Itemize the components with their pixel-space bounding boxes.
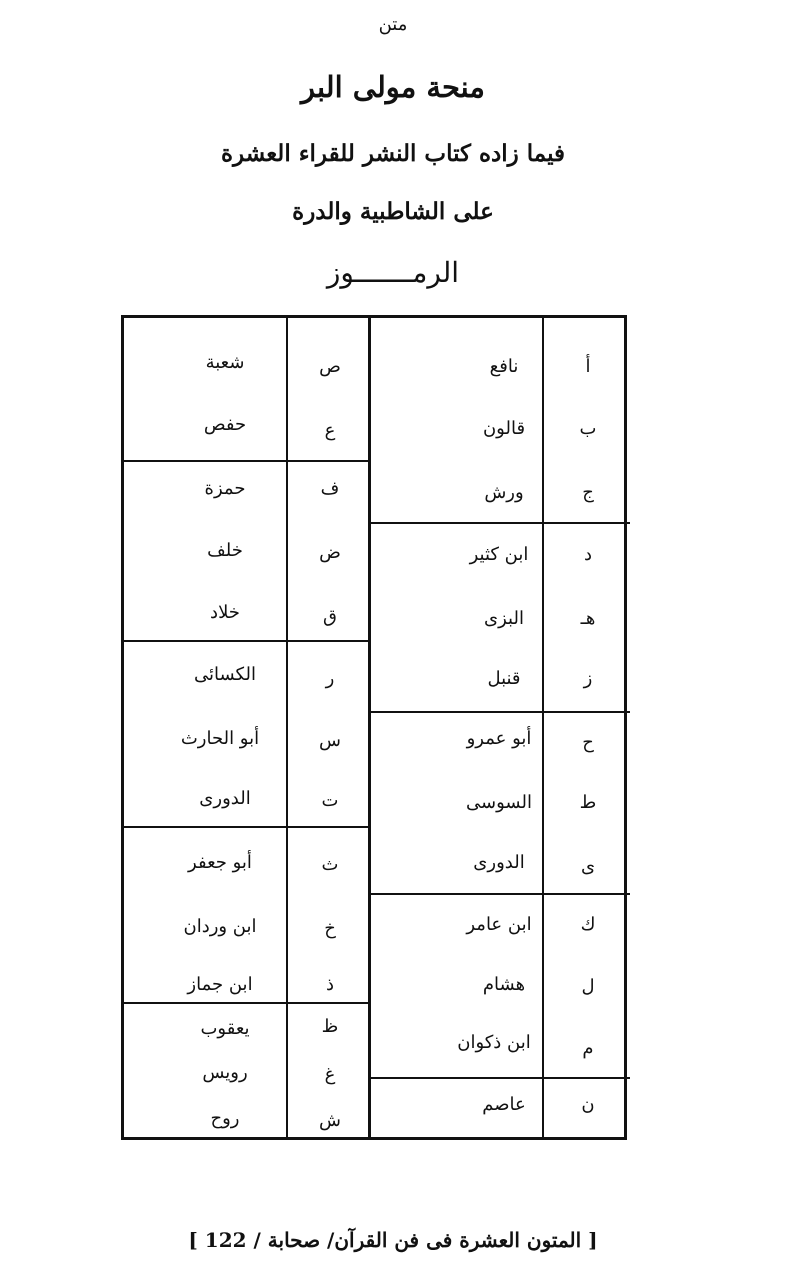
subtitle-2: على الشاطبية والدرة [292,198,494,225]
reader-name: قنبل [487,668,521,689]
reader-name: عاصم [482,1094,526,1115]
reader-name: روح [210,1108,240,1129]
symbol-letter: ح [582,732,594,753]
symbol-letter: ث [321,854,339,875]
symbol-letter: ع [324,420,336,441]
reader-name: رويس [202,1062,248,1083]
symbol-letter: ب [579,418,597,439]
symbol-letter: غ [324,1064,336,1085]
reader-name: الدورى [473,852,525,873]
symbol-letter: ظ [321,1016,339,1037]
reader-name: ابن جماز [187,974,253,995]
column-divider-left [286,318,288,1137]
symbol-letter: ط [579,792,597,813]
symbol-letter: ش [319,1110,341,1131]
group-divider [124,460,370,462]
symbol-letter: س [319,730,341,751]
reader-name: قالون [482,418,526,439]
page-title: منحة مولى البر [301,70,485,104]
reader-name: الدورى [199,788,251,809]
group-divider [370,1077,630,1079]
symbol-letter: ص [319,356,341,377]
section-title: الرمـــــــوز [326,256,460,289]
reader-name: هشام [482,974,526,995]
symbol-letter: ن [581,1094,595,1115]
reader-name: خلاد [210,602,240,623]
symbol-letter: ز [583,668,593,689]
pretitle: متن [378,14,408,35]
symbol-letter: أ [585,356,591,377]
symbol-letter: ك [580,914,596,935]
subtitle-1: فيما زاده كتاب النشر للقراء العشرة [220,140,566,167]
symbol-letter: هـ [580,608,596,629]
reader-name: أبو الحارث [180,728,260,749]
reader-name: نافع [489,356,519,377]
reader-name: حفص [203,414,247,435]
reader-name: الكسائى [194,664,256,685]
group-divider [124,1002,370,1004]
reader-name: شعبة [205,352,245,373]
symbol-letter: ذ [325,974,334,995]
group-divider [370,711,630,713]
group-divider [124,826,370,828]
reader-name: ابن كثير [469,544,529,565]
group-divider [124,640,370,642]
reader-name: البزى [484,608,524,629]
reader-name: خلف [207,540,243,561]
reader-name: السوسى [466,792,532,813]
symbol-letter: ض [319,542,341,563]
symbol-letter: ر [325,668,335,689]
symbol-letter: ى [580,856,596,877]
reader-name: حمزة [204,478,246,499]
symbol-letter: ق [323,606,337,627]
reader-name: ابن وردان [183,916,257,937]
symbol-letter: د [583,544,592,565]
column-divider-center [368,318,371,1137]
symbol-letter: ف [320,478,340,499]
reader-name: أبو عمرو [466,728,532,749]
symbol-letter: خ [324,918,336,939]
reader-name: يعقوب [200,1018,250,1039]
reader-name: ورش [484,482,524,503]
symbol-letter: ج [582,482,594,503]
symbols-table [121,315,627,1140]
symbol-letter: ت [321,790,339,811]
group-divider [370,893,630,895]
reader-name: ابن عامر [466,914,532,935]
reader-name: أبو جعفر [188,852,252,873]
reader-name: ابن ذكوان [457,1032,531,1053]
page-footer: [ 122 / المتون العشرة فى فن القرآن/ صحابة ] [188,1228,598,1252]
group-divider [370,522,630,524]
symbol-letter: ل [581,976,595,997]
symbol-letter: م [582,1038,594,1059]
